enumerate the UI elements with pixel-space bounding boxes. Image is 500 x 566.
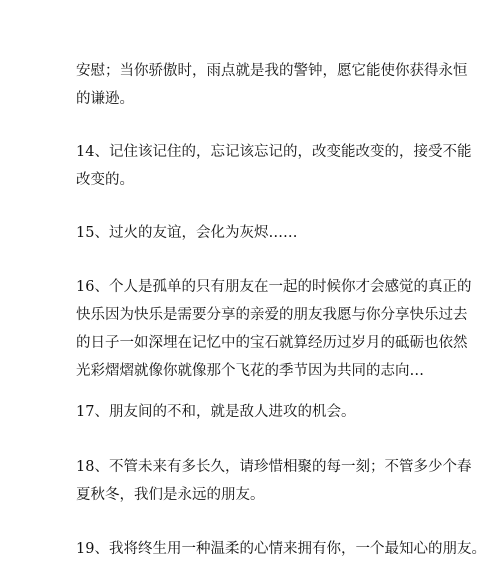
paragraph-16 [76,273,472,385]
text-line: 16、个人是孤单的只有朋友在一起的时候你才会感觉的真正的 [76,279,472,295]
paragraph-19 [76,535,486,563]
text-line: 的日子一如深埋在记忆中的宝石就算经历过岁月的砥砺也依然 [76,335,468,351]
text-line: 夏秋冬，我们是永远的朋友。 [76,487,265,503]
text-line: 17、朋友间的不和，就是敌人进攻的机会。 [76,404,356,420]
paragraph-17 [76,398,436,426]
paragraph-18 [76,453,472,509]
text-line: 18、不管未来有多长久，请珍惜相聚的每一刻；不管多少个春 [76,459,472,475]
text-line: 14、记住该记住的，忘记该忘记的，改变能改变的，接受不能 [76,144,472,160]
paragraph-15 [76,219,436,247]
text-line: 改变的。 [76,172,134,188]
text-line: 的谦逊。 [76,91,134,107]
text-line: 安慰；当你骄傲时，雨点就是我的警钟，愿它能使你获得永恒 [76,63,468,79]
paragraph-13-continued [76,57,468,113]
text-line: 15、过火的友谊，会化为灰烬…… [76,225,298,241]
text-line: 快乐因为快乐是需要分享的亲爱的朋友我愿与你分享快乐过去 [76,307,468,323]
paragraph-14 [76,138,472,194]
text-line: 19、我将终生用一种温柔的心情来拥有你，一个最知心的朋友。 [76,541,486,557]
text-line: 光彩熠熠就像你就像那个飞花的季节因为共同的志向… [76,363,424,379]
